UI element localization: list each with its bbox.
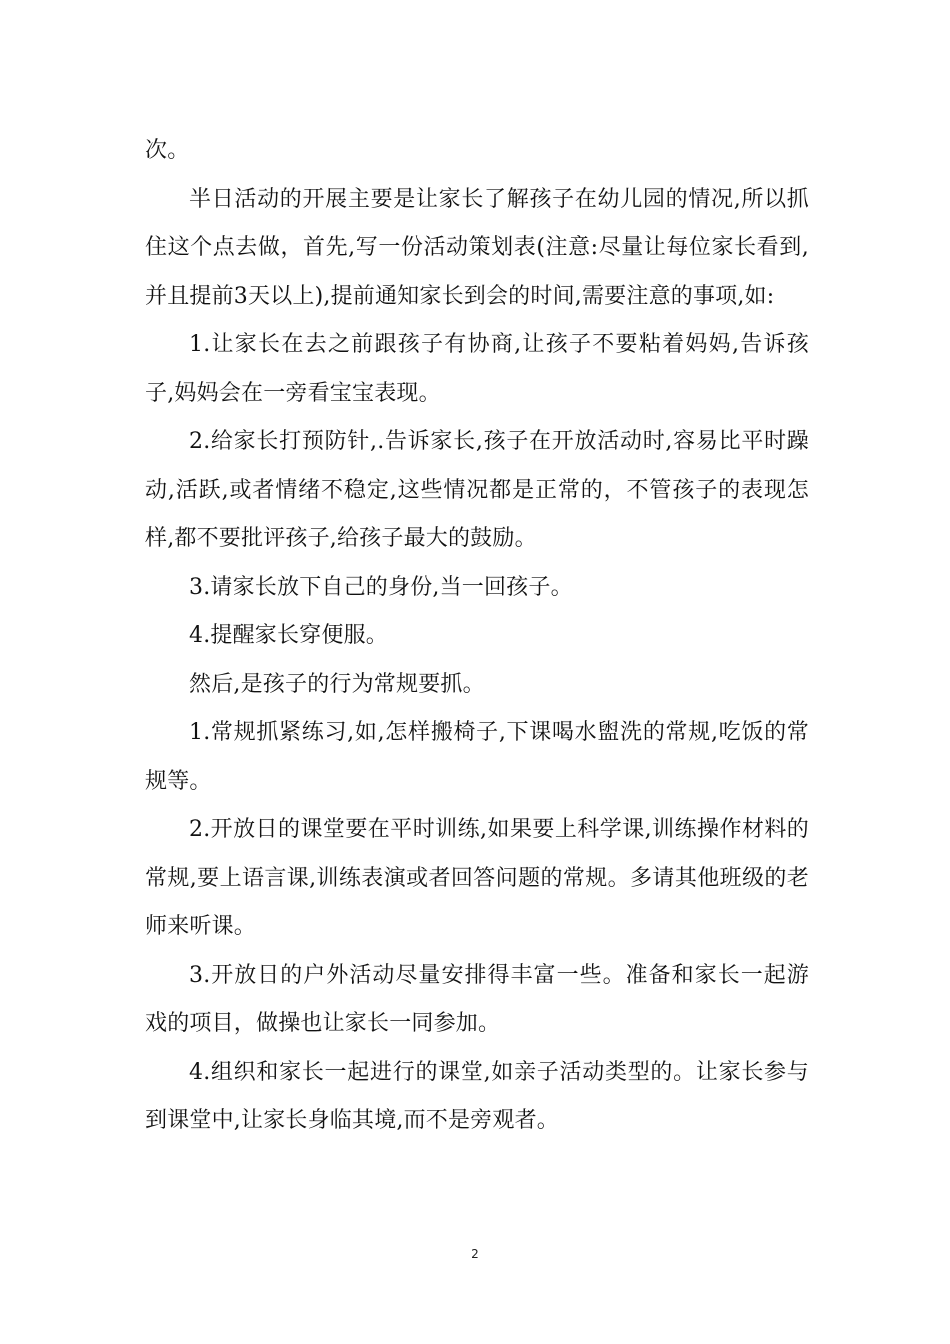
body-text	[145, 127, 809, 1146]
list-item-parent-3: 3.请家长放下自己的身份,当一回孩子。	[189, 574, 573, 600]
paragraph-transition: 然后,是孩子的行为常规要抓。	[189, 671, 485, 697]
list-item-routine-2: 2.开放日的课堂要在平时训练,如果要上科学课,训练操作材料的常规,要上语言课,训练表演或者回答问题的常规。多请其他班级的老师来听课。	[145, 817, 809, 939]
list-item-parent-2: 2.给家长打预防针,.告诉家长,孩子在开放活动时,容易比平时躁动,活跃,或者情绪不稳定,这些情况都是正常的，不管孩子的表现怎样,都不要批评孩子,给孩子最大的鼓励。	[145, 429, 809, 551]
paragraph-continuation: 次。	[145, 138, 190, 163]
list-item-routine-1: 1.常规抓紧练习,如,怎样搬椅子,下课喝水盥洗的常规,吃饭的常规等。	[145, 720, 809, 794]
list-item-routine-4: 4.组织和家长一起进行的课堂,如亲子活动类型的。让家长参与到课堂中,让家长身临其境,而不是旁观者。	[145, 1059, 809, 1133]
page-number: 2	[471, 1247, 479, 1261]
list-item-routine-3: 3.开放日的户外活动尽量安排得丰富一些。准备和家长一起游戏的项目，做操也让家长一同参加。	[145, 962, 809, 1036]
list-item-parent-4: 4.提醒家长穿便服。	[189, 623, 388, 648]
paragraph-intro: 半日活动的开展主要是让家长了解孩子在幼儿园的情况,所以抓住这个点去做，首先,写一份活动策划表(注意:尽量让每位家长看到,并且提前3天以上),提前通知家长到会的时间,需要注意的事项,如:	[145, 186, 809, 309]
list-item-parent-1: 1.让家长在去之前跟孩子有协商,让孩子不要粘着妈妈,告诉孩子,妈妈会在一旁看宝宝表现。	[145, 332, 809, 406]
